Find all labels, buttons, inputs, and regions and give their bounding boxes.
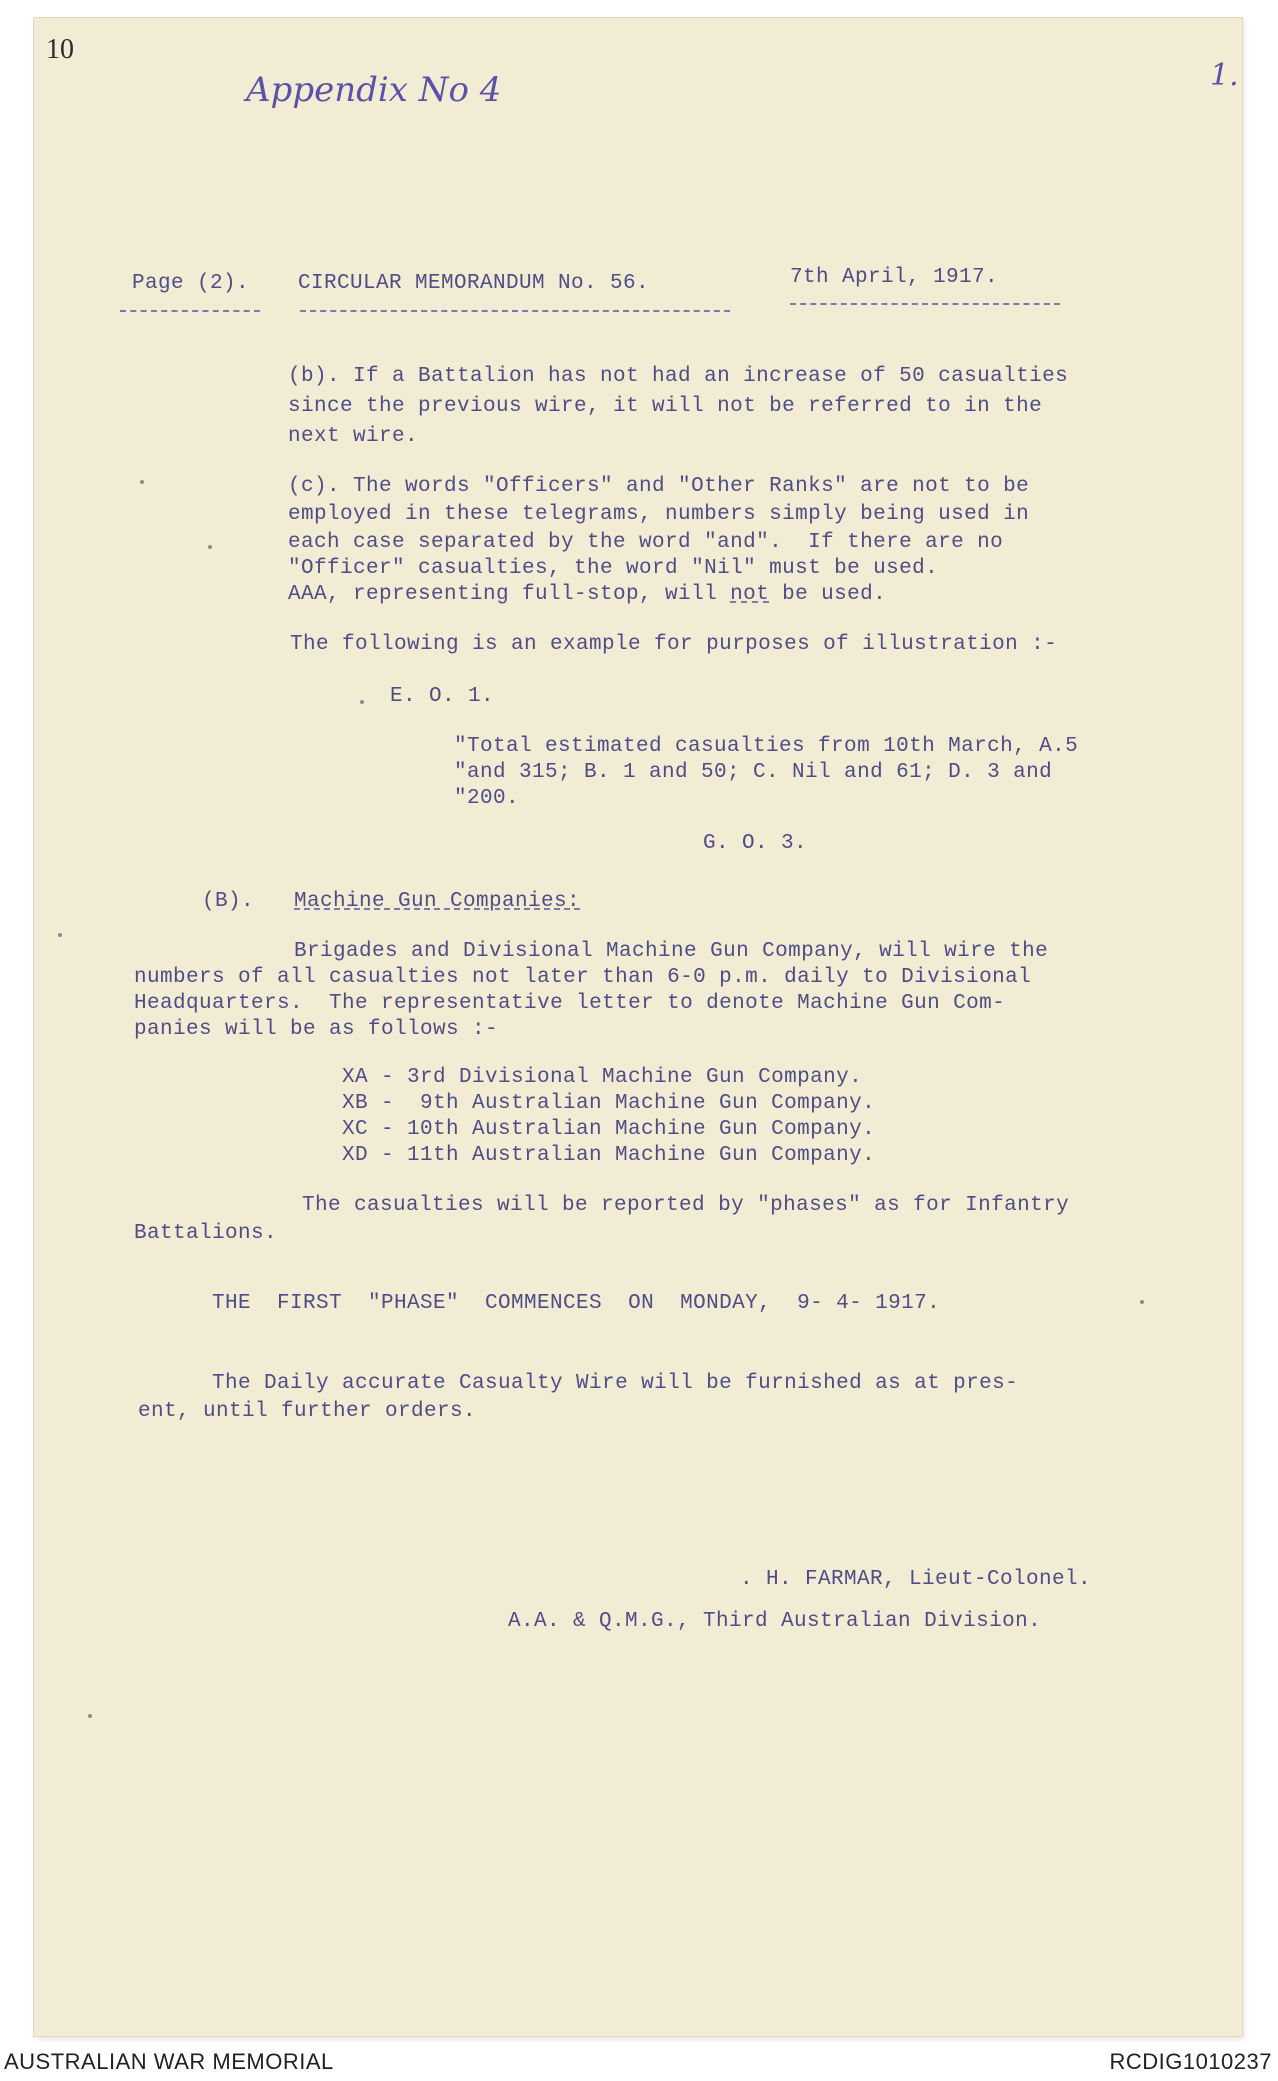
section-b-line-4: panies will be as follows :-: [134, 1018, 499, 1041]
para-c-line-5-end: be used.: [769, 583, 887, 606]
company-xa: XA - 3rd Divisional Machine Gun Company.: [342, 1066, 863, 1089]
header-page-underline: [120, 310, 260, 312]
page-number: 10: [46, 34, 74, 65]
example-quote-line-2: "and 315; B. 1 and 50; C. Nil and 61; D. 3 and: [454, 761, 1053, 784]
para-c-line-1: (c). The words "Officers" and "Other Ranks" are not to be: [288, 475, 1030, 498]
header-memo-underline: [300, 310, 730, 312]
paper-speck: [1140, 1300, 1144, 1304]
paper-speck: [140, 480, 144, 484]
section-b-number: (B).: [202, 890, 255, 913]
para-c-line-5-start: AAA, representing full-stop, will: [288, 583, 731, 606]
company-xb: XB - 9th Australian Machine Gun Company.: [342, 1092, 876, 1115]
footer-record-id: RCDIG1010237: [1109, 2049, 1272, 2074]
para-c-line-5: [288, 583, 886, 606]
paper-speck: [88, 1714, 92, 1718]
corner-mark: 1.: [1210, 58, 1239, 93]
signature-name: . H. FARMAR, Lieut-Colonel.: [740, 1568, 1092, 1591]
para-b-line-2: since the previous wire, it will not be referred to in the: [288, 395, 1043, 418]
daily-wire-line-1: The Daily accurate Casualty Wire will be furnished as at pres-: [212, 1372, 1019, 1395]
section-b-title: Machine Gun Companies:: [294, 890, 581, 913]
section-b-phase-line-1: The casualties will be reported by "phases" as for Infantry: [302, 1194, 1070, 1217]
para-c-line-2: employed in these telegrams, numbers simply being used in: [288, 503, 1030, 526]
header-memo-title: CIRCULAR MEMORANDUM No. 56.: [298, 272, 650, 295]
paper-speck: [208, 545, 212, 549]
para-b-line-3: next wire.: [288, 425, 419, 448]
company-xd: XD - 11th Australian Machine Gun Company.: [342, 1144, 876, 1167]
example-intro: The following is an example for purposes of illustration :-: [290, 633, 1058, 656]
para-c-line-3: each case separated by the word "and". If there are no: [288, 531, 1004, 554]
section-b-line-1: Brigades and Divisional Machine Gun Company, will wire the: [294, 940, 1049, 963]
example-addressee: E. O. 1.: [390, 685, 495, 708]
section-b-phase-line-2: Battalions.: [134, 1222, 278, 1245]
daily-wire-line-2: ent, until further orders.: [138, 1400, 477, 1423]
paper-speck: [58, 933, 62, 937]
section-b-line-2: numbers of all casualties not later than 6-0 p.m. daily to Divisional: [134, 966, 1032, 989]
first-phase-notice: THE FIRST "PHASE" COMMENCES ON MONDAY, 9- 4- 1917.: [212, 1292, 941, 1315]
para-c-not-underlined: not: [730, 583, 770, 606]
section-b-line-3: Headquarters. The representative letter to denote Machine Gun Com-: [134, 992, 1006, 1015]
para-b-line-1: (b). If a Battalion has not had an increase of 50 casualties: [288, 365, 1069, 388]
example-quote-line-1: "Total estimated casualties from 10th March, A.5: [454, 735, 1079, 758]
paper-speck: [360, 700, 364, 704]
para-c-line-4: "Officer" casualties, the word "Nil" must be used.: [288, 557, 939, 580]
company-xc: XC - 10th Australian Machine Gun Company.: [342, 1118, 876, 1141]
header-date: 7th April, 1917.: [790, 266, 999, 289]
signature-title: A.A. & Q.M.G., Third Australian Division.: [508, 1610, 1042, 1633]
header-date-underline: [790, 303, 1060, 305]
example-sender: G. O. 3.: [703, 832, 808, 855]
header-page: Page (2).: [132, 272, 250, 295]
example-quote-line-3: "200.: [454, 787, 520, 810]
appendix-annotation: Appendix No 4: [246, 70, 502, 110]
footer-archive-name: AUSTRALIAN WAR MEMORIAL: [4, 2049, 334, 2074]
